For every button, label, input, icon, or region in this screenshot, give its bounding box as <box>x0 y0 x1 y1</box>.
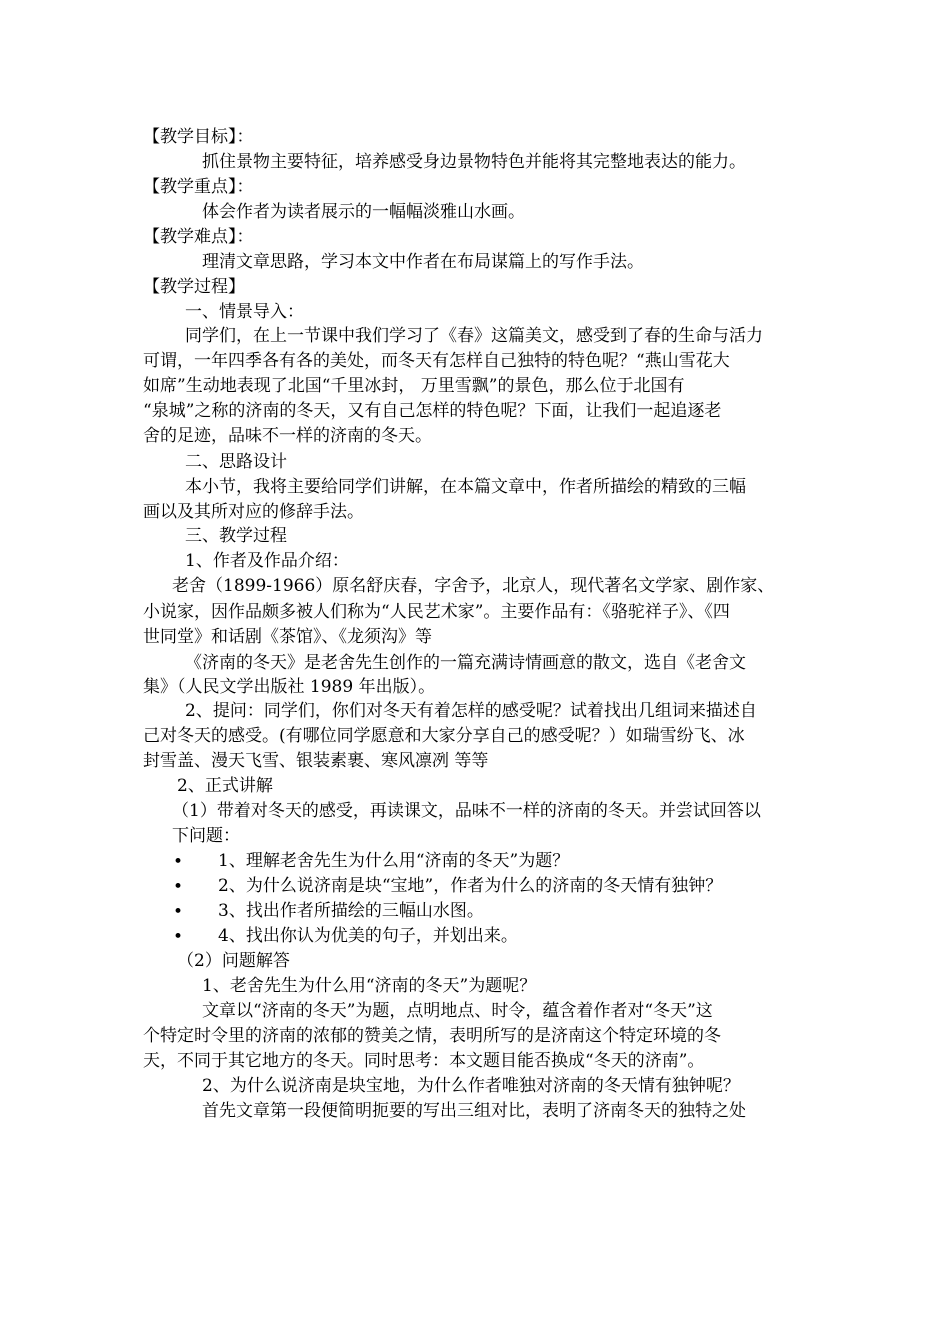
author-line: 老舍（1899-1966）原名舒庆春，字舍予，北京人，现代著名文学家、剧作家、 <box>172 576 775 596</box>
process-heading: 【教学过程】 <box>143 277 245 297</box>
intro-line: 如席”生动地表现了北国“千里冰封， 万里雪飘”的景色，那么位于北国有 <box>143 376 685 396</box>
answer1-line: 天，不同于其它地方的冬天。同时思考：本文题目能否换成“冬天的济南”。 <box>143 1051 705 1071</box>
list-item: 4、找出你认为优美的句子，并划出来。 <box>218 926 518 946</box>
answer1-line: 个特定时令里的济南的浓郁的赞美之情，表明所写的是济南这个特定环境的冬 <box>143 1026 721 1046</box>
design-line: 画以及其所对应的修辞手法。 <box>143 502 364 522</box>
difficulty-heading: 【教学难点】： <box>143 227 254 247</box>
answer1-line: 文章以“济南的冬天”为题，点明地点、时令，蕴含着作者对“冬天”这 <box>202 1001 713 1021</box>
difficulty-text: 理清文章思路，学习本文中作者在布局谋篇上的写作手法。 <box>202 252 644 272</box>
intro-line: 可谓，一年四季各有各的美处，而冬天有怎样自己独特的特色呢？“燕山雪花大 <box>143 351 730 371</box>
question-line: 2、提问：同学们，你们对冬天有着怎样的感受呢？试着找出几组词来描述自 <box>185 701 757 721</box>
author-line: 世同堂》和话剧《茶馆》、《龙须沟》等 <box>143 627 432 647</box>
answer1-question: 1、老舍先生为什么用“济南的冬天”为题呢？ <box>202 976 537 996</box>
list-item: 2、为什么说济南是块“宝地”，作者为什么的济南的冬天情有独钟？ <box>218 876 723 896</box>
goal-text: 抓住景物主要特征，培养感受身边景物特色并能将其完整地表达的能力。 <box>202 152 746 172</box>
lecture-heading: 2、正式讲解 <box>177 776 273 796</box>
design-line: 本小节，我将主要给同学们讲解，在本篇文章中，作者所描绘的精致的三幅 <box>185 477 746 497</box>
list-item: 3、找出作者所描绘的三幅山水图。 <box>218 901 484 921</box>
key-heading: 【教学重点】： <box>143 177 254 197</box>
answer2-line: 首先文章第一段便简明扼要的写出三组对比，表明了济南冬天的独特之处 <box>202 1101 746 1121</box>
work-line: 集》（人民文学出版社 1989 年出版）。 <box>143 677 436 697</box>
intro-line: 舍的足迹，品味不一样的济南的冬天。 <box>143 426 432 446</box>
key-text: 体会作者为读者展示的一幅幅淡雅山水画。 <box>202 202 525 222</box>
intro-line: 同学们，在上一节课中我们学习了《春》这篇美文，感受到了春的生命与活力 <box>185 326 763 346</box>
question-line: 封雪盖、漫天飞雪、银装素裹、寒风凛冽 等等 <box>143 751 489 771</box>
bullet-icon: • <box>173 877 184 897</box>
bullet-icon: • <box>173 852 184 872</box>
process-subheading: 三、教学过程 <box>185 526 287 546</box>
question-line: 己对冬天的感受。(有哪位同学愿意和大家分享自己的感受呢？）如瑞雪纷飞、冰 <box>143 726 745 746</box>
lecture-line: （1）带着对冬天的感受，再读课文，品味不一样的济南的冬天。并尝试回答以 <box>172 801 761 821</box>
list-item: 1、理解老舍先生为什么用“济南的冬天”为题？ <box>218 851 570 871</box>
intro-line: “泉城”之称的济南的冬天，又有自己怎样的特色呢？下面，让我们一起追逐老 <box>143 401 722 421</box>
intro-heading: 一、情景导入： <box>185 302 304 322</box>
author-heading: 1、作者及作品介绍： <box>185 551 349 571</box>
answer-heading: （2）问题解答 <box>177 951 290 971</box>
work-line: 《济南的冬天》是老舍先生创作的一篇充满诗情画意的散文，选自《老舍文 <box>185 653 746 673</box>
answer2-question: 2、为什么说济南是块宝地，为什么作者唯独对济南的冬天情有独钟呢？ <box>202 1076 740 1096</box>
design-heading: 二、思路设计 <box>185 452 287 472</box>
lecture-line: 下问题： <box>172 826 240 846</box>
author-line: 小说家，因作品颇多被人们称为“人民艺术家”。主要作品有：《骆驼祥子》、《四 <box>143 602 730 622</box>
bullet-icon: • <box>173 927 184 947</box>
bullet-icon: • <box>173 902 184 922</box>
goal-heading: 【教学目标】： <box>143 127 254 147</box>
